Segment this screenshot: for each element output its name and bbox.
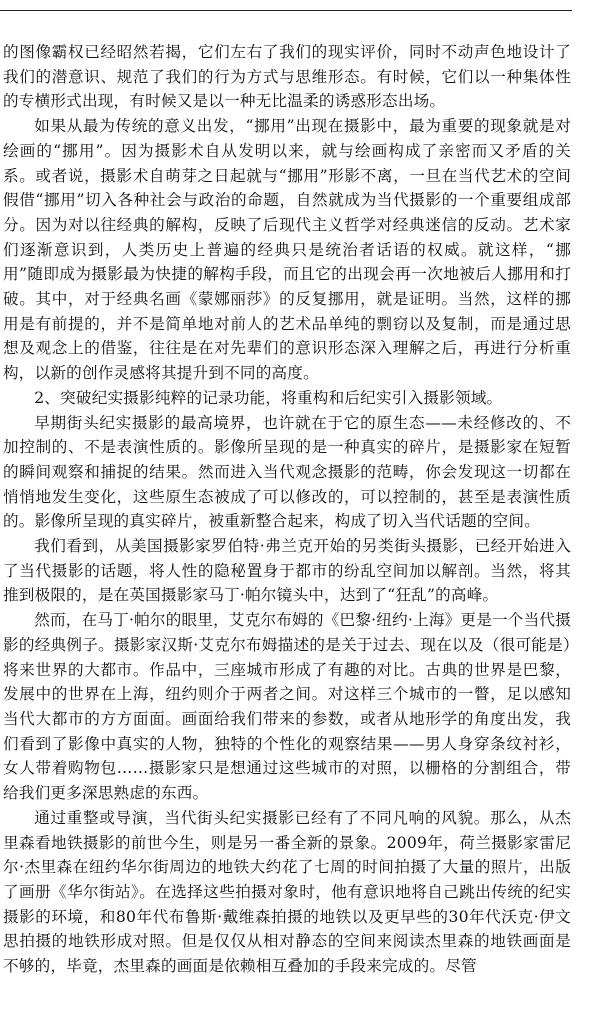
paragraph-robert-frank: 我们看到，从美国摄影家罗伯特·弗兰克开始的另类街头摄影，已经开始进入了当代摄影的话题，将人性的隐秘置身于都市的纷乱空间加以解剖。当然，将其推到极限的，是在英国摄影家马丁·帕尔镜头中，达到了“狂乱”的高峰。	[3, 537, 571, 605]
paragraph-paris-newyork-shanghai: 然而，在马丁·帕尔的眼里，艾克尔布姆的《巴黎·纽约·上海》更是一个当代摄影的经典例子。摄影家汉斯·艾克尔布姆描述的是关于过去、现在以及（很可能是）将来世界的大都市。作品中，三座城市形成了有趣的对比。古典的世界是巴黎，发展中的世界在上海，纽约则介于两者之间。对这样三个城市的一瞥，足以感知当代大都市的方方面面。画面给我们带来的参数，或者从地形学的角度出发，我们看到了影像中真实的人物，独特的个性化的观察结果——男人身穿条纹衬衫，女人带着购物包……摄影家只是想通过这些城市的对照，以栅格的分割组合，带给我们更多深思熟虑的东西。	[3, 611, 571, 803]
paragraph-street-documentary: 早期街头纪实摄影的最高境界，也许就在于它的原生态——未经修改的、不加控制的、不是表演性质的。影像所呈现的是一种真实的碎片，是摄影家在短暂的瞬间观察和捕捉的结果。然而进入当代观念摄影的范畴，你会发现这一切都在悄悄地发生变化，这些原生态被成了可以修改的，可以控制的，甚至是表演性质的。影像所呈现的真实碎片，被重新整合起来，构成了切入当代话题的空间。	[3, 413, 571, 531]
section-heading-2: 2、突破纪实摄影纯粹的记录功能，将重构和后纪实引入摄影领域。	[34, 388, 503, 407]
paragraph-wall-street-station: 通过重整或导演，当代街头纪实摄影已经有了不同凡响的风貌。那么，从杰里森看地铁摄影的前世今生，则是另一番全新的景象。2009年，荷兰摄影家雷尼尔·杰里森在纽约华尔街周边的地铁大约花了七周的时间拍摄了大量的照片，出版了画册《华尔街站》。在选择这些拍摄对象时，他有意识地将自己跳出传统的纪实摄影的环境，和80年代布鲁斯·戴维森拍摄的地铁以及更早些的30年代沃克·伊文思拍摄的地铁形成对照。但是仅仅从相对静态的空间来阅读杰里森的地铁画面是不够的，毕竟，杰里森的画面是依赖相互叠加的手段来完成的。尽管	[3, 808, 571, 976]
article-body	[3, 40, 571, 979]
paragraph-appropriation-painting: 如果从最为传统的意义出发，“挪用”出现在摄影中，最为重要的现象就是对绘画的“挪用”。因为摄影术自从发明以来，就与绘画构成了亲密而又矛盾的关系。或者说，摄影术自萌芽之日起就与“挪用”形影不离，一旦在当代艺术的空间假借“挪用”切入各种社会与政治的命题，自然就成为当代摄影的一个重要组成部分。因为对以往经典的解构，反映了后现代主义哲学对经典迷信的反动。艺术家们逐渐意识到，人类历史上普遍的经典只是统治者话语的权威。就这样，“挪用”随即成为摄影最为快捷的解构手段，而且它的出现会再一次地被后人挪用和打破。其中，对于经典名画《蒙娜丽莎》的反复挪用，就是证明。当然，这样的挪用是有前提的，并不是简单地对前人的艺术品单纯的剽窃以及复制，而是通过思想及观念上的借鉴，往往是在对先辈们的意识形态深入理解之后，再进行分析重构，以新的创作灵感将其提升到不同的高度。	[3, 117, 571, 383]
paragraph-continued: 的图像霸权已经昭然若揭，它们左右了我们的现实评价，同时不动声色地设计了我们的潜意识、规范了我们的行为方式与思维形态。有时候，它们以一种集体性的专横形式出现，有时候又是以一种无比温柔的诱惑形态出场。	[3, 43, 571, 111]
header-rule	[0, 10, 572, 11]
